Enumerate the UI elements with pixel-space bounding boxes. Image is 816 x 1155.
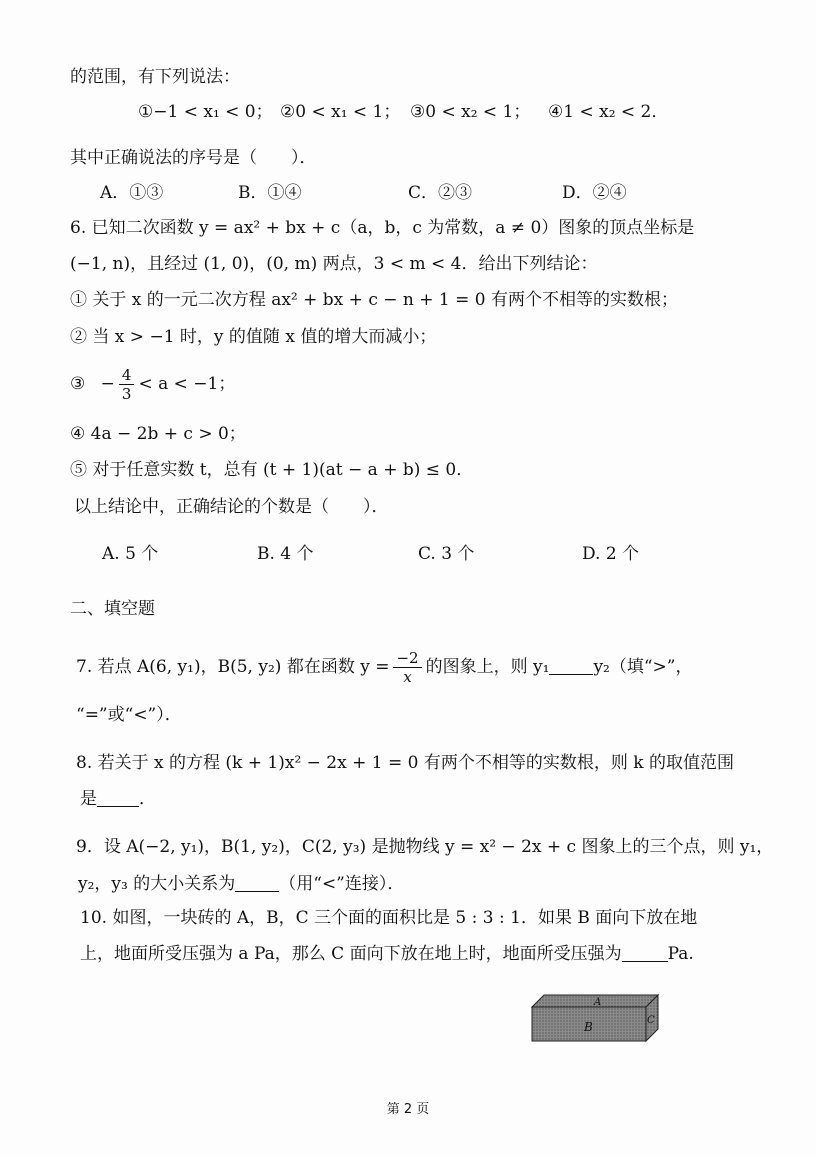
brick-label-b: B [584, 1020, 593, 1034]
q7-line-2: “=”或“<”）． [76, 705, 182, 725]
q6-conclusion-4: ④ 4a − 2b + c > 0； [70, 424, 246, 444]
q6-conclusion-3: ③ − $\frac{4}{3}$ < a < −1； [70, 366, 236, 403]
q9-answer-blank[interactable] [235, 873, 279, 892]
q7-line-1: 7. 若点 A(6, y₁)，B(5, y₂) 都在函数 y = $\frac{-2}{x}$ 的图象上，则 y₁ y₂（填“>”， [76, 649, 693, 686]
q8-answer-blank[interactable] [97, 788, 139, 807]
q5-option-c: C．②③ [408, 183, 473, 203]
q6-c3-marker: ③ [70, 374, 86, 394]
q6-option-a: A. 5 个 [102, 544, 159, 564]
q5-option-a: A．①③ [100, 183, 164, 203]
q6-conclusion-2: ② 当 x > −1 时，y 的值随 x 值的增大而减小； [70, 327, 437, 347]
q5-claim-1: ①−1 < x₁ < 0； [138, 102, 273, 122]
q6-line-2: (−1, n)，且经过 (1, 0)，(0, m) 两点，3 < m < 4．给出下列结论： [70, 254, 598, 274]
q5-claim-3: ③0 < x₂ < 1； [410, 102, 531, 122]
q9-line-1: 9．设 A(−2, y₁)，B(1, y₂)，C(2, y₃) 是抛物线 y = x² − 2x + c 图象上的三个点，则 y₁， [76, 837, 774, 857]
q5-intro: 的范围，有下列说法： [70, 67, 240, 87]
q5-claim-4: ④1 < x₂ < 2． [548, 102, 669, 122]
q10-line-2: 上，地面所受压强为 a Pa，那么 C 面向下放在地上时，地面所受压强为 Pa. [80, 944, 694, 964]
brick-label-c: C [647, 1015, 655, 1026]
q7-fraction: $\frac{-2}{x}$ [393, 649, 421, 686]
q6-line-1: 6. 已知二次函数 y = ax² + bx + c（a，b，c 为常数，a ≠ 0）图象的顶点坐标是 [70, 218, 695, 238]
q6-c3-fraction: $\frac{4}{3}$ [119, 366, 135, 403]
q5-claim-2: ②0 < x₁ < 1； [280, 102, 401, 122]
q8-line-2: 是 ． [80, 789, 156, 809]
q6-conclusion-5: ⑤ 对于任意实数 t，总有 (t + 1)(at − a + b) ≤ 0． [70, 460, 474, 480]
q10-answer-blank[interactable] [622, 943, 668, 962]
brick-figure [530, 993, 660, 1043]
section-heading-fill-in: 二、填空题 [70, 599, 155, 619]
q10-line-1: 10. 如图，一块砖的 A，B，C 三个面的面积比是 5 : 3 : 1．如果 B 面向下放在地 [80, 908, 698, 928]
q6-conclusion-1: ① 关于 x 的一元二次方程 ax² + bx + c − n + 1 = 0 有两个不相等的实数根； [70, 290, 678, 310]
page-footer: 第 2 页 [386, 1102, 430, 1117]
q8-line-1: 8. 若关于 x 的方程 (k + 1)x² − 2x + 1 = 0 有两个不相等的实数根，则 k 的取值范围 [76, 753, 734, 773]
q6-option-d: D. 2 个 [582, 544, 640, 564]
q6-option-b: B. 4 个 [257, 544, 314, 564]
q5-option-d: D．②④ [562, 183, 627, 203]
q6-stem: 以上结论中，正确结论的个数是（ ）． [74, 497, 389, 517]
q6-option-c: C. 3 个 [418, 544, 475, 564]
brick-label-a: A [594, 997, 602, 1008]
q5-option-b: B．①④ [238, 183, 302, 203]
q5-stem: 其中正确说法的序号是（ ）． [70, 148, 317, 168]
q7-answer-blank[interactable] [549, 656, 593, 675]
q9-line-2: y₂，y₃ 的大小关系为 （用“<”连接）． [78, 874, 405, 894]
